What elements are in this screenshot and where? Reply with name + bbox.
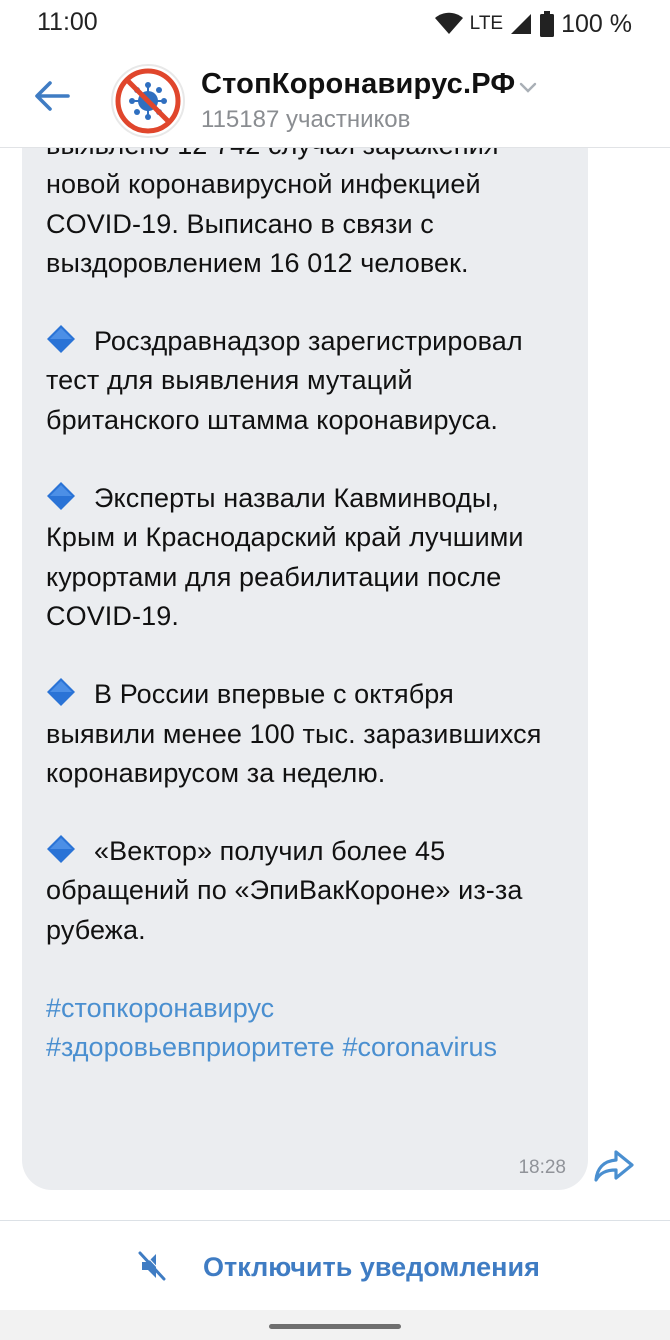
message-bubble[interactable] bbox=[22, 80, 588, 1190]
share-arrow-icon bbox=[592, 1148, 636, 1184]
mute-bell-icon bbox=[136, 1249, 170, 1283]
list-item bbox=[46, 675, 568, 793]
list-item bbox=[46, 479, 568, 636]
chat-header bbox=[0, 48, 670, 148]
chat-title[interactable]: СтопКоронавирус.РФ bbox=[201, 68, 516, 100]
battery-icon bbox=[539, 11, 555, 37]
back-arrow-icon bbox=[32, 76, 72, 116]
back-button[interactable] bbox=[32, 76, 72, 116]
blue-diamond-icon bbox=[46, 324, 76, 354]
mute-notifications-button[interactable]: Отключить уведомления bbox=[203, 1252, 540, 1282]
list-item-text: «Вектор» получил более 45 обращений по «ЭпиВакКороне» из-за рубежа. bbox=[46, 836, 523, 945]
battery-level: 100 % bbox=[561, 9, 632, 38]
status-icons bbox=[434, 9, 632, 39]
list-item bbox=[46, 322, 568, 440]
community-avatar[interactable] bbox=[111, 64, 185, 138]
share-button[interactable] bbox=[592, 1148, 636, 1184]
system-nav-bar bbox=[0, 1310, 670, 1340]
notification-bar[interactable] bbox=[0, 1220, 670, 1310]
hashtag-link[interactable]: #здоровьевприоритете bbox=[46, 1032, 335, 1063]
list-item bbox=[46, 832, 568, 950]
wifi-icon bbox=[434, 12, 464, 36]
message-intro bbox=[46, 126, 568, 283]
message-time: 18:28 bbox=[518, 1157, 566, 1178]
hashtags bbox=[46, 989, 568, 1068]
signal-icon bbox=[509, 12, 533, 36]
virus-stop-logo-icon bbox=[113, 66, 183, 136]
blue-diamond-icon bbox=[46, 677, 76, 707]
network-type: LTE bbox=[469, 13, 504, 34]
member-count: 115187 участников bbox=[201, 106, 411, 133]
blue-diamond-icon bbox=[46, 834, 76, 864]
home-gesture-handle[interactable] bbox=[269, 1324, 401, 1329]
list-item-text: В России впервые с октября выявили менее 100 тыс. заразившихся коронавирусом за неделю. bbox=[46, 679, 542, 788]
hashtag-link[interactable]: #стопкоронавирус bbox=[46, 993, 275, 1024]
list-item-text: Росздравнадзор зарегистрировал тест для выявления мутаций британского штамма коронавируса. bbox=[46, 326, 523, 435]
message-intro-text: новой коронавирусной инфекцией COVID-19. Выписано в связи с выздоровлением 16 012 человек. bbox=[46, 169, 481, 278]
blue-diamond-icon bbox=[46, 481, 76, 511]
status-bar bbox=[0, 0, 670, 48]
chevron-down-icon[interactable] bbox=[519, 82, 537, 94]
status-time: 11:00 bbox=[37, 8, 98, 36]
list-item-text: Эксперты назвали Кавминводы, Крым и Краснодарский край лучшими курортами для реабилитации после COVID-19. bbox=[46, 483, 524, 631]
hashtag-link[interactable]: #coronavirus bbox=[342, 1032, 498, 1063]
